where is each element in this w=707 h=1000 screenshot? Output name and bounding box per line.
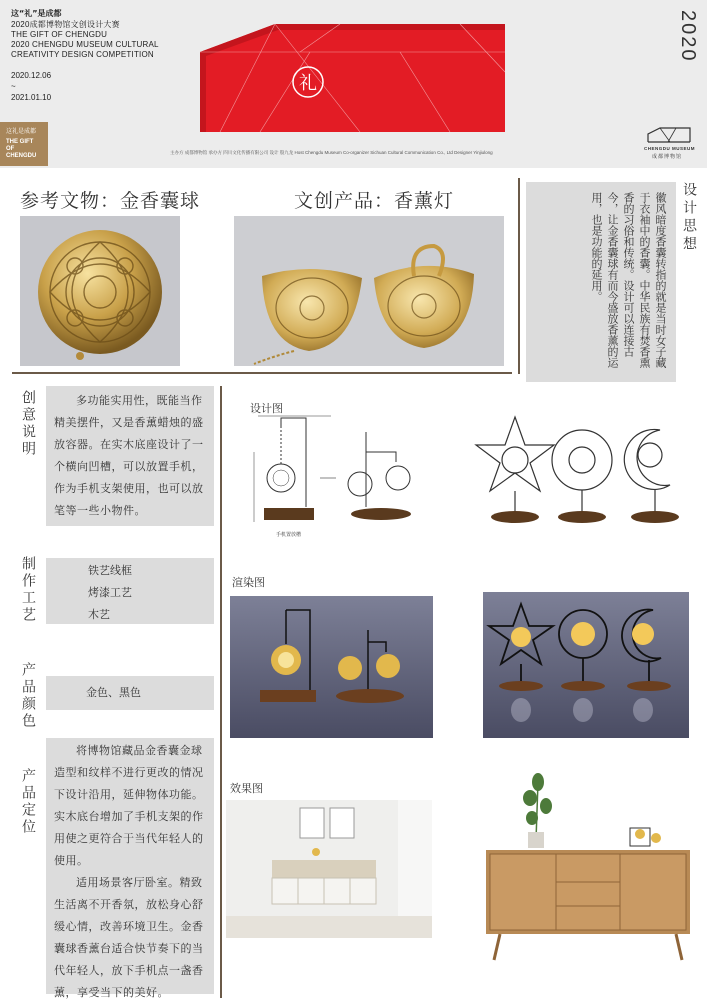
competition-cn-title: 这“礼”是成都: [11, 9, 62, 18]
competition-line-4: CREATIVITY DESIGN COMPETITION: [11, 50, 154, 59]
date-separator: ~: [11, 82, 16, 91]
competition-line-3: 2020 CHENGDU MUSEUM CULTURAL: [11, 40, 159, 49]
position-text-1: 将博物馆藏品金香囊金球造型和纹样不进行更改的情况下设计沿用，延伸物体功能。实木底台增加了手机支架的作用使之更符合于当代年轻人的使用。: [54, 744, 204, 867]
craft-label: 制作工艺: [20, 556, 36, 624]
design-concept-box: [526, 182, 676, 382]
top-divider: [12, 372, 512, 374]
design-concept-text: 徽风暗度香囊转指的就是当时女子藏于衣袖中的香囊。中华民族有焚香熏香的习俗和传统。设计可以连接古今，让金香囊球有而今盛放香薰的运用，也是功能的延用。: [590, 192, 667, 368]
badge-cn: 这礼是成都: [6, 128, 37, 135]
design-drawing-1: [236, 412, 436, 542]
position-box: [46, 738, 214, 999]
position-label: 产品定位: [20, 768, 36, 836]
competition-line-2: THE GIFT OF CHENGDU: [11, 30, 108, 39]
render-image-1: [230, 596, 433, 738]
render-title: 渲染图: [232, 576, 265, 589]
logo-char: 礼: [299, 73, 317, 94]
top-vertical-divider: [518, 178, 520, 374]
column-divider: [220, 386, 222, 998]
cabinet-scene: [480, 768, 695, 963]
craft-box: [46, 558, 214, 624]
color-text: 金色、黑色: [86, 686, 141, 699]
design-drawing-2: [470, 405, 695, 545]
design-concept-title: 设计思想: [681, 182, 697, 254]
open-golden-ball-image: [234, 216, 504, 366]
craft-item-2: 烤漆工艺: [88, 586, 132, 599]
product-heading: 文创产品：香薰灯: [294, 190, 455, 212]
museum-name-en: CHENGDU MUSEUM: [644, 146, 696, 151]
museum-building-icon: [646, 126, 692, 144]
creative-label: 创意说明: [20, 390, 36, 458]
bedroom-scene: [226, 800, 432, 938]
creative-box: [46, 386, 214, 526]
effect-title: 效果图: [230, 782, 263, 795]
competition-badge: [0, 122, 48, 166]
craft-item-1: 铁艺线框: [88, 564, 132, 577]
museum-name-cn: 成都博物馆: [652, 154, 683, 160]
sponsor-line: 主办方 成都博物馆 承办方 四川文化传播有限公司 设计 殷九龙 Host Chengdu Museum Co-organizer Sichuan Cultural Communication Co., Ltd Designer Yinjiulong: [170, 150, 493, 155]
effect-image-cabinet: [480, 768, 695, 963]
design-drawing-title: 设计图: [250, 402, 283, 415]
product-photo: [234, 216, 504, 366]
phone-slot-note: 手机置放槽: [276, 532, 302, 538]
date-start: 2020.12.06: [11, 71, 52, 80]
badge-en-3: CHENGDU: [6, 153, 37, 159]
color-box: [46, 676, 214, 710]
color-label: 产品颜色: [20, 662, 36, 730]
render-lamps-1: [230, 596, 433, 738]
red-house-logo: [200, 22, 510, 134]
position-text-2: 适用场景客厅卧室。精致生活离不开香氛，放松身心舒缓心情，改善环境卫生。金香囊球香薰台适合快节奏下的当代年轻人，放下手机点一盏香薰，享受当下的美好。: [54, 876, 204, 999]
badge-en-1: THE GIFT: [6, 139, 34, 145]
badge-en-2: OF: [6, 146, 15, 152]
artifact-photo: [20, 216, 180, 366]
effect-image-bedroom: [226, 800, 432, 938]
render-lamps-2: [483, 592, 689, 738]
competition-line-1: 2020成都博物馆文创设计大赛: [11, 20, 120, 29]
golden-ball-image: [20, 216, 180, 366]
artifact-heading: 参考文物：金香囊球: [20, 190, 201, 212]
creative-text: 多功能实用性，既能当作精美摆件，又是香薰蜡烛的盛放容器。在实木底座设计了一个横向凹槽，可以放置手机，作为手机支架使用，也可以放笔等一些小物件。: [54, 394, 204, 517]
craft-item-3: 木艺: [88, 608, 110, 621]
date-end: 2021.01.10: [11, 93, 52, 102]
header-band: [0, 0, 707, 168]
year-vertical: 2020: [677, 10, 699, 63]
render-image-2: [483, 592, 689, 738]
